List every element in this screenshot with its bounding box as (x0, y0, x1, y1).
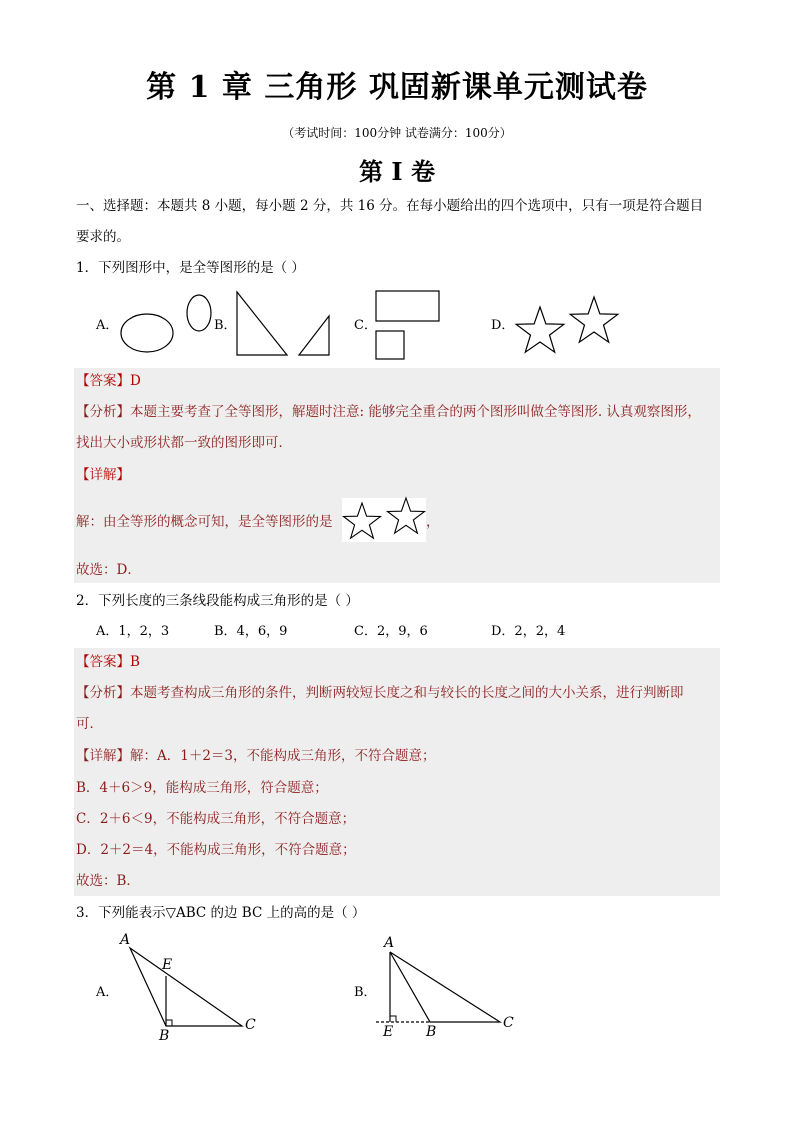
q3-b-right-angle-mark (390, 1016, 396, 1022)
q1-option-c-label: C． (354, 318, 377, 333)
q1-detail-line1: 解：由全等形的概念可知，是全等图形的是 (76, 514, 333, 530)
q2-option-a: A．1，2，3 (96, 624, 170, 639)
q2-detail-line4: D．2＋2＝4，不能构成三角形，不符合题意； (76, 842, 356, 858)
q3-a-triangle (130, 948, 242, 1026)
q3-option-b-label: B． (354, 985, 377, 1000)
q2-option-d: D．2，2，4 (491, 624, 566, 639)
page-title: 第 1 章 三角形 巩固新课单元测试卷 (146, 70, 648, 105)
q2-stem: 2．下列长度的三条线段能构成三角形的是（ ） (76, 593, 359, 609)
q3-a-label-b: B (159, 1028, 170, 1044)
q1-answer-text: 【答案】D (76, 373, 141, 389)
q2-option-c: C．2，9，6 (354, 624, 428, 639)
q1-detail-label: 【详解】 (76, 467, 130, 483)
q3-a-label-a: A (120, 932, 131, 948)
volume-heading: 第 I 卷 (359, 157, 435, 186)
section-instructions-line2: 要求的。 (76, 229, 130, 245)
q3-b-label-c: C (503, 1015, 514, 1031)
q2-detail-line2: B．4＋6＞9，能构成三角形，符合题意； (76, 780, 328, 796)
section-instructions-line1: 一、选择题：本题共 8 小题，每小题 2 分，共 16 分。在每小题给出的四个选项中，只有一项是符合题目 (76, 198, 704, 214)
q3-b-label-e: E (383, 1024, 394, 1040)
q2-conclusion: 故选：B． (76, 873, 140, 889)
q1-option-d-label: D． (491, 318, 515, 333)
q3-b-triangle (390, 952, 500, 1022)
q1-option-b-label: B． (214, 318, 237, 333)
q2-detail-line1: 【详解】解：A．1＋2＝3，不能构成三角形，不符合题意； (76, 748, 436, 764)
q3-a-label-c: C (245, 1017, 256, 1033)
q1-option-a-label: A． (96, 318, 119, 333)
q3-a-label-e: E (162, 957, 173, 973)
q2-analysis-line1: 【分析】本题考查构成三角形的条件，判断两较短长度之和与较长的长度之间的大小关系，进行判断即 (76, 685, 684, 701)
q2-answer: 【答案】B (76, 654, 140, 670)
q2-analysis-line2: 可． (76, 716, 103, 732)
exam-info: （考试时间：100分钟 试卷满分：100分） (282, 126, 512, 140)
q1-conclusion: 故选：D． (76, 562, 141, 578)
q2-option-b: B．4，6，9 (214, 624, 288, 639)
q3-stem: 3．下列能表示▽ABC 的边 BC 上的高的是（ ） (76, 905, 366, 921)
q3-b-label-b: B (426, 1024, 437, 1040)
q2-detail-line3: C．2＋6＜9，不能构成三角形，不符合题意； (76, 811, 356, 827)
q1-analysis-line1: 【分析】本题主要考查了全等图形，解题时注意: 能够完全重合的两个图形叫做全等图形. 认真观察图形， (76, 404, 701, 420)
q3-a-right-angle-mark (166, 1020, 172, 1026)
q1-analysis-line2: 找出大小或形状都一致的图形即可． (76, 435, 292, 451)
q1-stem: 1．下列图形中，是全等图形的是（ ） (76, 260, 305, 276)
q3-b-label-a: A (384, 935, 395, 951)
q1-detail-comma: ， (426, 514, 440, 530)
q3-option-a-label: A． (96, 985, 119, 1000)
